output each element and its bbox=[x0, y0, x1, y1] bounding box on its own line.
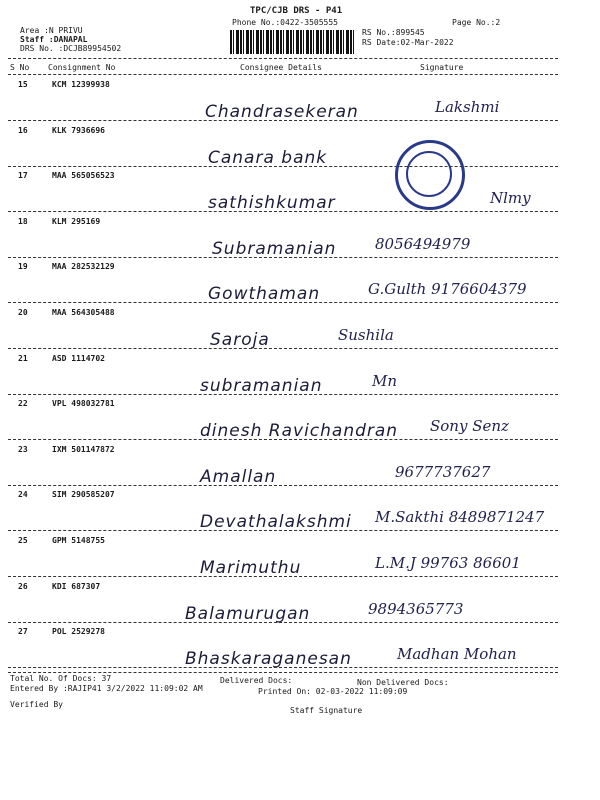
row-sno: 20 bbox=[18, 308, 28, 317]
row-consignment: KCM 12399938 bbox=[52, 80, 110, 89]
row-signature-handwritten: G.Gulth 9176604379 bbox=[368, 280, 527, 299]
row-signature-handwritten: Sony Senz bbox=[430, 417, 509, 436]
drs-number: DRS No. :DCJB89954502 bbox=[20, 44, 122, 53]
row-consignment: MAA 282532129 bbox=[52, 262, 115, 272]
row-signature-handwritten: 9894365773 bbox=[368, 599, 464, 618]
barcode-image bbox=[230, 30, 355, 54]
row-consignee-handwritten: Subramanian bbox=[212, 238, 337, 259]
row-divider bbox=[8, 530, 558, 531]
row-sno: 26 bbox=[18, 581, 28, 591]
postal-stamp-icon bbox=[395, 140, 465, 210]
row-consignment: KLK 7936696 bbox=[52, 125, 105, 135]
row-sno: 21 bbox=[18, 353, 28, 363]
row-sno: 19 bbox=[18, 262, 28, 272]
row-signature-handwritten: 9677737627 bbox=[395, 462, 491, 481]
rs-number: RS No.:899545 bbox=[362, 28, 425, 37]
col-sno: S No bbox=[10, 63, 30, 72]
row-consignee-handwritten: Gowthaman bbox=[208, 284, 321, 305]
row-consignee-handwritten: Chandrasekeran bbox=[205, 102, 359, 122]
document-title: TPC/CJB DRS - P41 bbox=[250, 6, 343, 16]
non-delivered-docs: Non Delivered Docs: bbox=[357, 678, 449, 687]
row-consignee-handwritten: Canara bank bbox=[208, 147, 328, 168]
staff-label: Staff :DANAPAL bbox=[20, 35, 88, 44]
page-number: Page No.:2 bbox=[452, 18, 501, 27]
row-divider bbox=[8, 166, 558, 167]
col-consignee: Consignee Details bbox=[240, 63, 322, 72]
row-sno: 24 bbox=[18, 490, 28, 500]
row-consignment: VPL 498032781 bbox=[52, 399, 115, 409]
row-divider bbox=[8, 439, 558, 440]
phone-number: Phone No.:0422-3505555 bbox=[232, 18, 338, 27]
row-consignment: MAA 565056523 bbox=[52, 171, 115, 181]
row-sno: 23 bbox=[18, 444, 28, 454]
verified-by: Verified By bbox=[10, 700, 63, 709]
entered-by: Entered By :RAJIP41 3/2/2022 11:09:02 AM bbox=[10, 684, 203, 693]
header-divider-bottom bbox=[8, 74, 558, 75]
row-consignee-handwritten: Marimuthu bbox=[200, 558, 302, 578]
row-signature-handwritten: 8056494979 bbox=[375, 234, 471, 253]
row-divider bbox=[8, 667, 558, 668]
row-consignment: KDI 687307 bbox=[52, 581, 101, 591]
row-divider bbox=[8, 622, 558, 623]
row-sno: 17 bbox=[18, 171, 28, 181]
delivered-docs: Delivered Docs: bbox=[220, 676, 293, 685]
row-divider bbox=[8, 576, 558, 577]
footer-divider bbox=[8, 672, 558, 673]
area-label: Area :N PRIVU bbox=[20, 26, 83, 35]
col-consignment: Consignment No bbox=[48, 63, 116, 72]
row-signature-handwritten: Madhan Mohan bbox=[397, 645, 517, 664]
row-consignment: SIM 290585207 bbox=[52, 490, 115, 500]
total-docs: Total No. Of Docs: 37 bbox=[10, 674, 112, 683]
row-consignee-handwritten: sathishkumar bbox=[208, 193, 336, 214]
header-divider bbox=[8, 58, 558, 59]
row-sno: 25 bbox=[18, 536, 28, 545]
row-divider bbox=[8, 120, 558, 121]
row-signature-handwritten: Lakshmi bbox=[435, 98, 500, 116]
col-signature: Signature bbox=[420, 63, 464, 72]
row-consignment: MAA 564305488 bbox=[52, 308, 115, 317]
row-divider bbox=[8, 211, 558, 212]
row-consignment: GPM 5148755 bbox=[52, 536, 105, 545]
printed-on: Printed On: 02-03-2022 11:09:09 bbox=[258, 687, 408, 696]
row-consignment: KLM 295169 bbox=[52, 216, 101, 226]
row-divider bbox=[8, 302, 558, 303]
row-signature-handwritten: L.M.J 99763 86601 bbox=[375, 554, 521, 572]
row-consignment: IXM 501147872 bbox=[52, 444, 115, 454]
row-consignment: ASD 1114702 bbox=[52, 353, 105, 363]
row-consignment: POL 2529278 bbox=[52, 627, 105, 637]
row-sno: 16 bbox=[18, 125, 28, 135]
row-sno: 27 bbox=[18, 627, 28, 637]
row-sno: 18 bbox=[18, 216, 28, 226]
row-signature-handwritten: M.Sakthi 8489871247 bbox=[375, 508, 545, 527]
row-signature-handwritten: Sushila bbox=[338, 326, 394, 344]
row-consignee-handwritten: dinesh Ravichandran bbox=[200, 421, 399, 442]
row-sno: 15 bbox=[18, 80, 28, 89]
staff-signature-label: Staff Signature bbox=[290, 706, 363, 715]
rs-date: RS Date:02-Mar-2022 bbox=[362, 38, 454, 47]
row-consignee-handwritten: Devathalakshmi bbox=[200, 512, 352, 533]
row-signature-handwritten: Nlmy bbox=[490, 189, 531, 208]
row-consignee-handwritten: subramanian bbox=[200, 375, 323, 396]
row-sno: 22 bbox=[18, 399, 28, 409]
row-divider bbox=[8, 348, 558, 349]
row-divider bbox=[8, 257, 558, 258]
row-signature-handwritten: Mn bbox=[372, 371, 398, 390]
row-consignee-handwritten: Bhaskaraganesan bbox=[185, 649, 352, 670]
row-consignee-handwritten: Saroja bbox=[210, 330, 270, 350]
row-consignee-handwritten: Amallan bbox=[200, 466, 277, 487]
row-divider bbox=[8, 394, 558, 395]
row-consignee-handwritten: Balamurugan bbox=[185, 603, 311, 624]
row-divider bbox=[8, 485, 558, 486]
